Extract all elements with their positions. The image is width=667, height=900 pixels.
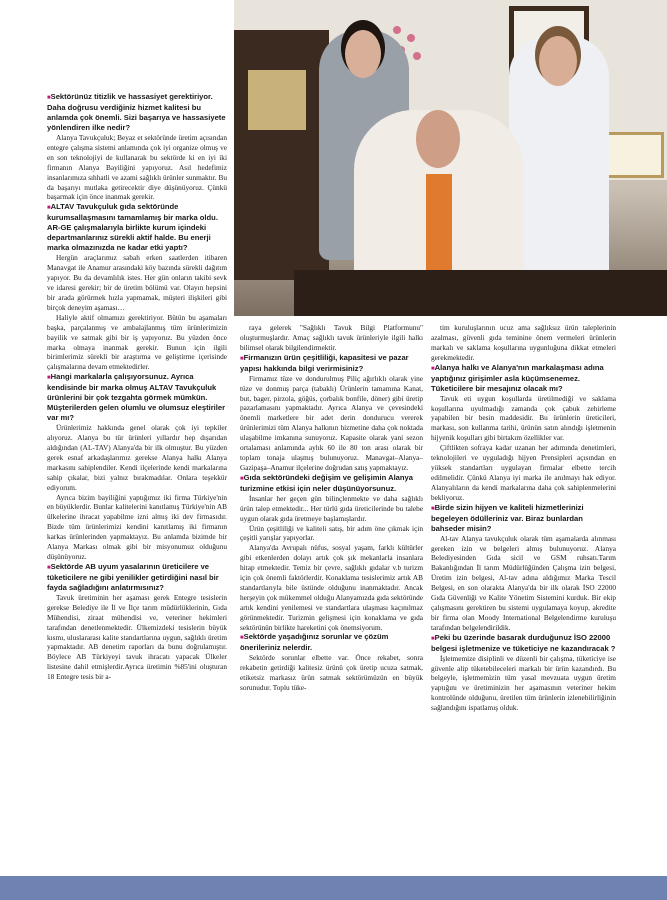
paragraph: Sektörde sorunlar elbette var. Önce rekabet, sonra rekabetin getirdiği kalitesiz ürünü çok üretip ucuza satmak, etiketsiz markasız ürün satmak sektörümüzün en büyük sorunudur. Toplu tüke-: [240, 653, 423, 693]
paragraph: Firmamız tüze ve dondurulmuş Piliç ağırlıklı olarak yine tüze ve donmuş parça (tabaklı) Ürünlerin tamamına Kanat, but, bager, pirzola, göğüs, çorbalık bonfile, döner) gibi üretip pazarlamasını yapmaktadır. Ayrıca Alanya ve çevesindeki önemli marketlere bir adet derin dondurucu vererek ürünlerimizi tüm Alanya halkının hizmetine daha çok noktada ulaşabilme imkanına sunuyoruz. Kapasite olarak yani sezon ortalaması anlamında aylık 60 ile 80 ton arası olarak bir toplam tonaja ulaşmış bulunuyoruz. Manavgat–Alanya–Gazipaşa–Anamur ilçelerine doğrudan satış yapmaktayız.: [240, 373, 423, 472]
interview-photo: [234, 0, 667, 316]
paragraph: Alanya'da Avrupalı nüfus, sosyal yaşam, farklı kültürler gibi etkenlerden dolayı artık çok şık mekanlarla insanlara hitap etmektedir. Temiz bir çevre, sağlıklı gıdalar v.b turizm için çok önemli faktörlerdir. Konaklama tesislerimiz artık AB standartlarıyla bile üstünde olduğunu inanmaktadır. Ancak herşeyin çok mükemmel olduğu Alanyamızda gıda sektöründe artık kendini yenilemesi ve standartlara ulaşması kaçınılmaz görünmektedir. Turizmin gelişmesi için konaklama ve gıda sektörünün birlikte hareketini çok önemsiyorum.: [240, 543, 423, 632]
paragraph: Çiftlikten sofraya kadar uzanan her adımında denetimleri, teknolojileri ve uyguladığı hijyen Prensipleri açısından en yüksek standartları uygulayan firmalar elbette tercih edilmelidir. Çünkü Alanya iyi marka ile anılmayı hak ediyor. Alanyalıların da kendi markalarına daha çok sahiplenmelerini bekliyoruz.: [431, 443, 616, 502]
paragraph: İnsanlar her geçen gün bilinçlenmekte ve daha sağlıklı ürün talep etmektedir... Her türlü gıda üreticilerinde bu talebe uygun olarak gıda üretmeye başlamışlardır.: [240, 493, 423, 523]
question-heading: ■ ALTAV Tavukçuluk gıda sektöründe kurumsallaşmasını tamamlamış bir marka oldu. AR-GE çalışmalarıyla birlikte kurum içindeki departmanlarınız sürekli aktif halde. Bu enerji marka olmazınızda ne kadar etki yaptı?: [47, 202, 227, 253]
paragraph: Ürünlerimiz hakkında genel olarak çok iyi tepkiler alıyoruz. Alanya bu tür ürünleri yıllardır hep dışarıdan aldığından (AL-TAV) Alanya'da bir ilk olmuştur. Bu yüzden gerek esnaf arkadaşlarımız gerekse Alanya halkı Alanya markasını sahiplendiler. Kendi ilçelerinde kendi markalarına sahip çıkalar, bizi yalnız bırakmadılar. Onlara teşekkür ediyorum.: [47, 423, 227, 492]
question-heading: ■ Sektörde yaşadığınız sorunlar ve çözüm önerileriniz nelerdir.: [240, 632, 423, 653]
question-heading: ■ Firmanızın ürün çeşitliliği, kapasitesi ve pazar yapısı hakkında bilgi verirmisiniz?: [240, 353, 423, 374]
text-column-2: [240, 323, 423, 693]
question-heading: ■ Peki bu üzerinde basarak durduğunuz İSO 22000 belgesi işletmenize ve tüketiciye ne kazandıracak ?: [431, 633, 616, 654]
certificate-frame: [606, 132, 664, 178]
paragraph: Ayrıca bizim bayiliğini yaptığımız iki firma Türkiye'nin en büyüklerdir. Bunlar kalitelerini kanıtlamış Türkiye'nin AB ülkelerine ihracat yapabilme izni almış iki dev firmasıdır. Bizde tüm ürünlerimizi kendini kanıtlamış iki firmanın karkas ürünlerinden yapmaktayız. Bu anlamda bizimde bir Alanya Markası olmak gibi bir misyonumuz olduğunu düşünüyoruz.: [47, 492, 227, 561]
paragraph: Tavuk üretiminin her aşaması gerek Entegre tesislerin gerekse Belediye ile İl ve İlçe tarım müdürlüklerinin, Gıda Mühendisi, ziraat mühendisi ve, veteriner hekimleri tarafından denetlenmektedir. Ülkemizdeki tesislerin büyük kısmı, uluslararası kalite standartlarına uygun, sağlıklı üretim yapmaktadır. AB denetim raporları da bunu doğrulamıştır. Böylece AB Türkiyeyi tavuk ihracatı yapacak Ülkeler listesine dahil etmişlerdir.Ayrıca üretimin %85'ini oluşturan 18 Entegre tesis bir a-: [47, 592, 227, 682]
paragraph: raya gelerek "Sağlıklı Tavuk Bilgi Platformunu" oluşturmuşlardır. Amaç sağlıklı tavuk ürünleriyle ilgili halkı bilimsel olarak bilgilendirmektir.: [240, 323, 423, 352]
question-heading: ■ Alanya halkı ve Alanya'nın markalaşması adına yaptığınız girişimler asla küçümsenemez. Tüketicilere bir mesajınız olacak mı?: [431, 363, 616, 394]
person-right: [509, 36, 609, 286]
question-heading: ■ Sektörünüz titizlik ve hassasiyet gerektiriyor. Daha doğrusu verdiğiniz hizmet kalitesi bu anlamda çok önemli. Sizi başarıya ve hassasiyete yönlendiren ilke nedir?: [47, 92, 227, 133]
paragraph: Ürün çeşitliliği ve kaliteli satış, bir adım öne çıkmak için çeşitli yarışlar yapıyorlar.: [240, 523, 423, 543]
paragraph: tim kuruluşlarının ucuz ama sağlıksız ürün taleplerinin azalması, güvenli gıda teminine önem vermeleri ürünlerin markalı ve saklama koşullarına uygunluğuna dikkat etmeleri gerekmektedir.: [431, 323, 616, 362]
question-heading: ■ Hangi markalarla çalışıyorsunuz. Ayrıca kendisinde bir marka olmuş ALTAV Tavukçuluk ürünlerini bir çok tezgahta görmek mümkün. Müşterilerden gelen olumlu ve olumsuz eleştiriler var mı?: [47, 372, 227, 423]
paragraph: Al-tav Alanya tavukçuluk olarak tüm aşamalarda alınması gereken izin ve belgeleri almış bulunuyoruz. Alanya Belediyesinden Gıda sicil ve GSM ruhsatı.Tarım Bakanlığından İl tarım Müdürlüğünden Çalışma izin belgesi, Üretim izin belgesi, Al-tav adına aldığımız Marka Tescil Belgesi, en son olarakta Alanya'da bir ilk olarak İSO 22000 Gıda Güvenliği ve Kalite Yönetim Sistemini kurduk. Bir ekip çalışmasını gerektiren bu sistemi uygulamaya koyup, akredite bir firma olan Moody International Belgelendirme kuruluşu tarafından belgelendirildik.: [431, 533, 616, 632]
text-column-1: [47, 92, 227, 682]
bookshelf: [234, 30, 329, 280]
question-heading: ■ Sektörde AB uyum yasalarının üreticilere ve tüketicilere ne gibi yenilikler getirdiğini nasıl bir fayda sağladığını anlatırmısınız?: [47, 562, 227, 593]
paragraph: İşletmemize disiplinli ve düzenli bir çalışma, tüketiciye ise güvenle alip tüketebileceleri markalı bir ürün kazandırdı. Bu belgeyle, işletmemizin tüm yasal mevzuata uygun üretim yaptığını ve üretiminizin her aşamasının veteriner hekim kontrolünde olduğunu, üretilen tüm ürünlerin izlenebilirliğinin sağlandığını ispatlamış olduk.: [431, 653, 616, 713]
paragraph: Alanya Tavukçuluk; Beyaz et sektöründe üretim açısından entegre çalışma sistemi anlamında çok iyi organize olmuş ve en son teknolojiyi de kullanarak bu sektörde ki en iyi iki firmanın Alanya Bayiliğini yapıyoruz. Asıl hedefimiz insanlarımıza sıhhatli ve azami sağlıklı ürünler sunmaktır. Bu da başarıyı mutlaka getirecektir diye düşünüyoruz. Çünkü başarmak için önce inanmak gerekir.: [47, 133, 227, 202]
desk: [294, 270, 667, 316]
text-column-3: [431, 323, 616, 713]
person-center: [354, 110, 524, 280]
question-heading: ■ Gıda sektöründeki değişim ve gelişimin Alanya turizmine etkisi için neler düşünüyorsunuz.: [240, 473, 423, 494]
paragraph: Haliyle aktif olmamızı gerektiriyor. Bütün bu aşamaları başka, parçalanmış ve ambalajlanmış tüm ürünlerimizin bayilik ve satmak gibi bir iş yapıyoruz. Bu yüzden önce marka olmaya inanmak gerekir. Bunun için ilgili birimlerimiz sürekli bir araştırma ve geliştirme içerisinde çalışmalarına devam etmektedirler.: [47, 312, 227, 372]
paragraph: Hergün araçlarımız sabah erken saatlerden itibaren Manavgat ile Anamur arasındaki köy bazında sürekli dağıtım yapıyor. Bu da devamlılık istes. Her gün onların takibi sevk ve idaresi gerekir; bir de üretim bölümü var. Olayın hepsini bir arada görürmek hızla yapmamak, müşteri ilişkileri gibi birçok deneyim aşaması…: [47, 253, 227, 312]
question-heading: ■ Birde sizin hijyen ve kaliteli hizmetlerinizi begeleyen ödülleriniz var. Biraz bunlardan bahseder misin?: [431, 503, 616, 534]
footer-band: [0, 876, 667, 900]
paragraph: Tavuk eti uygun koşullarda üretilmediği ve saklama koşullarına uyulmadığı zamanda çok çabuk zehirleme yapabilen bir besin maddesidir. Bu ürünlerin üreticileri, markası, son kullanma tarihi, ürünün satın alındığı işletmenin hijyenik koşulları gibi birtakım özellikler var.: [431, 393, 616, 443]
